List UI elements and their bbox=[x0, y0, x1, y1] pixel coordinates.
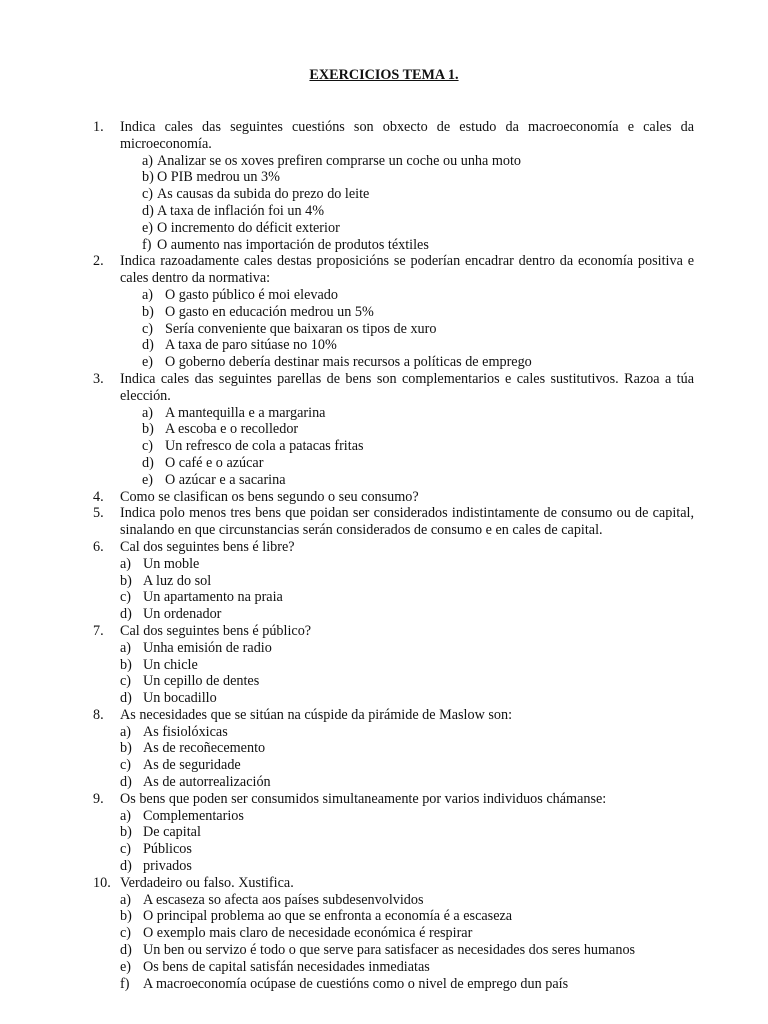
option-letter: e) bbox=[142, 219, 154, 236]
question-number: 6. bbox=[93, 538, 104, 555]
option-letter: a) bbox=[120, 891, 132, 908]
option-item bbox=[0, 472, 768, 489]
option-letter: f) bbox=[120, 975, 130, 992]
option-text: privados bbox=[143, 858, 192, 875]
option-item bbox=[0, 908, 768, 925]
option-text: As fisiolóxicas bbox=[143, 723, 228, 740]
question-text: Indica polo menos tres bens que poidan ser considerados indistintamente de consumo ou de capital, sinalando en que circunstancias serán considerados de consumo e en cales de capital. bbox=[120, 505, 694, 539]
question-item bbox=[0, 707, 768, 724]
question-number: 7. bbox=[93, 622, 104, 639]
option-item bbox=[0, 321, 768, 338]
option-item bbox=[0, 153, 768, 170]
option-item bbox=[0, 169, 768, 186]
option-item bbox=[0, 724, 768, 741]
option-item bbox=[0, 405, 768, 422]
option-letter: c) bbox=[120, 757, 132, 774]
page-title: EXERCICIOS TEMA 1. bbox=[309, 67, 459, 83]
question-number: 1. bbox=[93, 119, 104, 135]
option-letter: d) bbox=[120, 942, 132, 959]
option-letter: a) bbox=[142, 152, 154, 169]
option-item bbox=[0, 337, 768, 354]
question-item bbox=[0, 539, 768, 556]
option-text: Sería conveniente que baixaran os tipos de xuro bbox=[165, 320, 437, 337]
option-item bbox=[0, 808, 768, 825]
option-letter: b) bbox=[142, 169, 154, 186]
option-text: O incremento do déficit exterior bbox=[157, 219, 340, 236]
option-item bbox=[0, 892, 768, 909]
option-letter: d) bbox=[120, 858, 132, 875]
option-text: A escoba e o recolledor bbox=[165, 421, 299, 438]
option-text: Un chicle bbox=[143, 656, 198, 673]
option-text: As de autorrealización bbox=[143, 774, 271, 791]
option-text: A macroeconomía ocúpase de cuestións como o nivel de emprego dun país bbox=[143, 975, 569, 992]
option-text: A luz do sol bbox=[143, 572, 212, 589]
option-item bbox=[0, 774, 768, 791]
option-item bbox=[0, 858, 768, 875]
question-item bbox=[0, 505, 768, 539]
option-letter: b) bbox=[142, 421, 154, 438]
option-text: Un ordenador bbox=[143, 606, 222, 623]
option-item bbox=[0, 673, 768, 690]
option-letter: b) bbox=[120, 824, 132, 841]
option-letter: d) bbox=[120, 774, 132, 791]
option-letter: f) bbox=[142, 236, 152, 253]
option-item bbox=[0, 606, 768, 623]
question-item bbox=[0, 371, 768, 405]
option-letter: c) bbox=[120, 589, 132, 606]
option-item bbox=[0, 925, 768, 942]
question-text: Indica cales das seguintes cuestións son obxecto de estudo da macroeconomía e cales da microeconomía. bbox=[120, 119, 694, 152]
option-item bbox=[0, 186, 768, 203]
question-number: 10. bbox=[93, 874, 111, 891]
option-text: Un cepillo de dentes bbox=[143, 673, 260, 690]
option-letter: b) bbox=[142, 303, 154, 320]
question-text: Indica cales das seguintes parellas de bens son complementarios e cales sustitutivos. Razoa a túa elección. bbox=[120, 370, 694, 404]
option-letter: d) bbox=[142, 202, 154, 219]
option-text: A escaseza so afecta aos países subdesenvolvidos bbox=[143, 891, 424, 908]
option-text: O café e o azúcar bbox=[165, 454, 264, 471]
option-text: Un ben ou servizo é todo o que serve para satisfacer as necesidades dos seres humanos bbox=[143, 942, 636, 959]
option-item bbox=[0, 354, 768, 371]
option-item bbox=[0, 942, 768, 959]
option-text: Analizar se os xoves prefiren comprarse un coche ou unha moto bbox=[157, 152, 522, 169]
option-text: As de seguridade bbox=[143, 757, 241, 774]
option-letter: b) bbox=[120, 908, 132, 925]
option-letter: a) bbox=[120, 807, 132, 824]
question-text: As necesidades que se sitúan na cúspide da pirámide de Maslow son: bbox=[120, 706, 513, 723]
option-item bbox=[0, 287, 768, 304]
option-item bbox=[0, 824, 768, 841]
option-item bbox=[0, 757, 768, 774]
option-item bbox=[0, 690, 768, 707]
option-letter: d) bbox=[142, 454, 154, 471]
option-item bbox=[0, 455, 768, 472]
option-letter: e) bbox=[142, 471, 154, 488]
question-item bbox=[0, 623, 768, 640]
option-text: O principal problema ao que se enfronta a economía é a escaseza bbox=[143, 908, 513, 925]
option-text: A taxa de paro sitúase no 10% bbox=[165, 337, 337, 354]
option-letter: b) bbox=[120, 740, 132, 757]
option-item bbox=[0, 657, 768, 674]
question-number: 3. bbox=[93, 370, 104, 387]
option-text: Un apartamento na praia bbox=[143, 589, 283, 606]
question-item bbox=[0, 119, 768, 153]
option-letter: c) bbox=[120, 925, 132, 942]
question-item bbox=[0, 253, 768, 287]
option-item bbox=[0, 959, 768, 976]
option-letter: c) bbox=[120, 841, 132, 858]
question-number: 5. bbox=[93, 505, 104, 522]
option-letter: c) bbox=[142, 438, 154, 455]
option-letter: c) bbox=[120, 673, 132, 690]
question-text: Cal dos seguintes bens é público? bbox=[120, 622, 312, 639]
option-text: As de recoñecemento bbox=[143, 740, 266, 757]
option-item bbox=[0, 640, 768, 657]
option-item bbox=[0, 220, 768, 237]
option-letter: d) bbox=[142, 337, 154, 354]
option-letter: a) bbox=[142, 286, 154, 303]
question-number: 9. bbox=[93, 790, 104, 807]
option-item bbox=[0, 438, 768, 455]
option-text: O goberno debería destinar mais recursos a políticas de emprego bbox=[165, 354, 532, 371]
option-item bbox=[0, 589, 768, 606]
option-text: Os bens de capital satisfán necesidades inmediatas bbox=[143, 958, 430, 975]
question-number: 8. bbox=[93, 706, 104, 723]
question-number: 2. bbox=[93, 253, 104, 270]
option-text: A mantequilla e a margarina bbox=[165, 404, 326, 421]
option-letter: e) bbox=[120, 958, 132, 975]
question-text: Cal dos seguintes bens é libre? bbox=[120, 538, 295, 555]
option-letter: c) bbox=[142, 320, 154, 337]
option-letter: d) bbox=[120, 606, 132, 623]
exercise-list bbox=[0, 119, 768, 992]
question-text: Verdadeiro ou falso. Xustifica. bbox=[120, 874, 294, 891]
option-item bbox=[0, 304, 768, 321]
option-text: Un moble bbox=[143, 555, 200, 572]
question-number: 4. bbox=[93, 488, 104, 505]
option-text: Públicos bbox=[143, 841, 192, 858]
option-item bbox=[0, 573, 768, 590]
option-text: O exemplo mais claro de necesidade económica é respirar bbox=[143, 925, 473, 942]
option-text: Complementarios bbox=[143, 807, 244, 824]
question-item bbox=[0, 489, 768, 506]
option-letter: b) bbox=[120, 572, 132, 589]
option-text: Unha emisión de radio bbox=[143, 639, 272, 656]
option-item bbox=[0, 203, 768, 220]
option-text: O PIB medrou un 3% bbox=[157, 169, 280, 186]
option-text: A taxa de inflación foi un 4% bbox=[157, 202, 325, 219]
option-letter: c) bbox=[142, 186, 154, 203]
option-letter: a) bbox=[120, 723, 132, 740]
option-text: Un bocadillo bbox=[143, 690, 217, 707]
option-item bbox=[0, 421, 768, 438]
option-text: O aumento nas importación de produtos téxtiles bbox=[157, 236, 429, 253]
question-text: Os bens que poden ser consumidos simultaneamente por varios individuos chámanse: bbox=[120, 790, 607, 807]
option-text: As causas da subida do prezo do leite bbox=[157, 186, 370, 203]
option-item bbox=[0, 841, 768, 858]
option-letter: b) bbox=[120, 656, 132, 673]
option-letter: e) bbox=[142, 354, 154, 371]
option-letter: a) bbox=[120, 639, 132, 656]
option-letter: a) bbox=[142, 404, 154, 421]
option-item bbox=[0, 740, 768, 757]
option-letter: a) bbox=[120, 555, 132, 572]
option-letter: d) bbox=[120, 690, 132, 707]
option-text: De capital bbox=[143, 824, 201, 841]
option-text: O gasto en educación medrou un 5% bbox=[165, 303, 374, 320]
question-text: Indica razoadamente cales destas proposicións se poderían encadrar dentro da economía positiva e cales dentro da normativa: bbox=[120, 253, 694, 287]
option-item bbox=[0, 556, 768, 573]
option-text: O azúcar e a sacarina bbox=[165, 471, 286, 488]
question-text: Como se clasifican os bens segundo o seu consumo? bbox=[120, 488, 419, 505]
question-item bbox=[0, 875, 768, 892]
option-item bbox=[0, 237, 768, 254]
option-item bbox=[0, 976, 768, 993]
option-text: O gasto público é moi elevado bbox=[165, 286, 338, 303]
option-text: Un refresco de cola a patacas fritas bbox=[165, 438, 364, 455]
question-item bbox=[0, 791, 768, 808]
